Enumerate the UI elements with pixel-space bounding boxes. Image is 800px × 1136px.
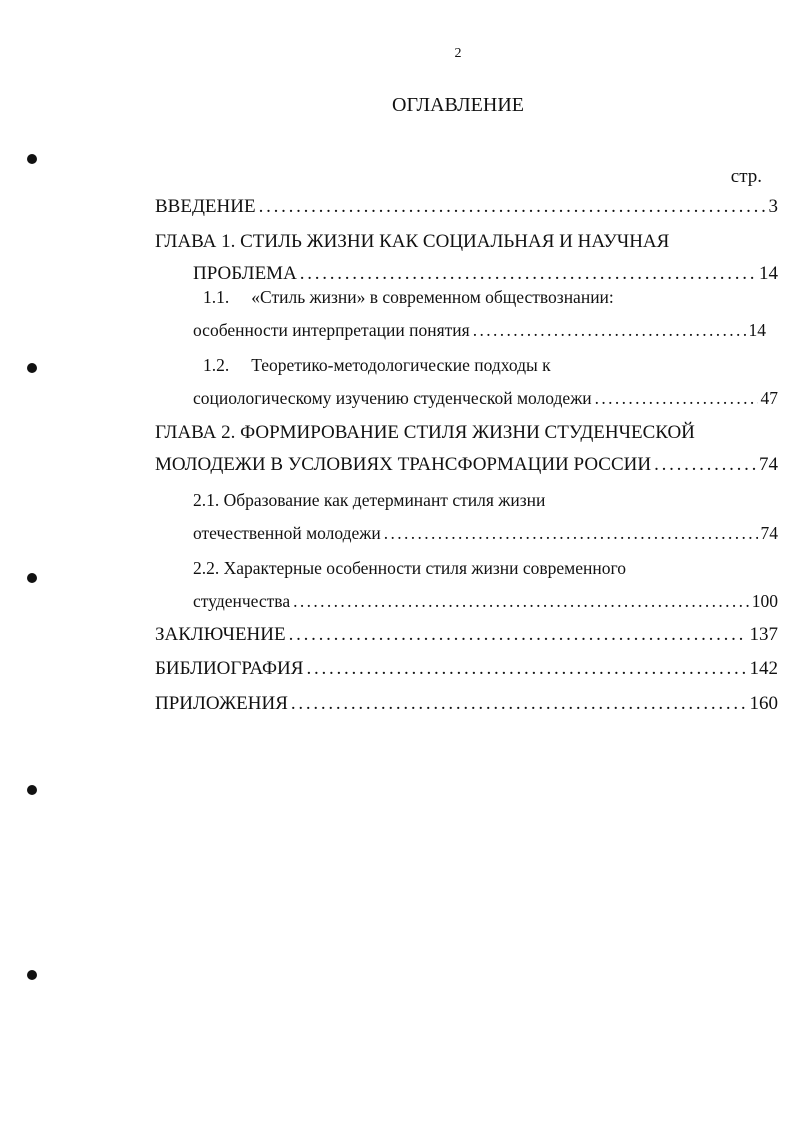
toc-entry-page: 160: [749, 693, 778, 714]
toc-entry-text: ПРОБЛЕМА: [193, 263, 297, 284]
dot-leader: [595, 388, 758, 409]
dot-leader: [384, 523, 758, 544]
dot-leader: [259, 196, 766, 218]
toc-entry-text: ГЛАВА 1. СТИЛЬ ЖИЗНИ КАК СОЦИАЛЬНАЯ И НАУЧНАЯ: [155, 231, 670, 252]
toc-entry: [193, 523, 778, 547]
toc-entry-number: 1.2.: [203, 355, 230, 375]
toc-entry-text: ЗАКЛЮЧЕНИЕ: [155, 624, 286, 645]
dot-leader: [289, 624, 747, 646]
toc-entry-page: 74: [759, 454, 778, 475]
toc-entry-text: социологическому изучению студенческой молодежи: [193, 388, 592, 408]
toc-entry-text: МОЛОДЕЖИ В УСЛОВИЯХ ТРАНСФОРМАЦИИ РОССИИ: [155, 454, 652, 475]
toc-entry-text: отечественной молодежи: [193, 523, 381, 543]
toc-entry: [155, 658, 778, 682]
toc-entry-text: студенчества: [193, 591, 291, 611]
punch-hole-mark: [27, 573, 37, 583]
toc-entry-number: 1.1.: [203, 287, 230, 307]
toc-entry: [193, 490, 778, 514]
dot-leader: [291, 693, 747, 715]
toc-entry: [155, 196, 778, 220]
page-title: ОГЛАВЛЕНИЕ: [392, 94, 524, 116]
toc-entry: [155, 422, 778, 446]
toc-entry-text: Теоретико-методологические подходы к: [251, 355, 551, 375]
toc-entry-text: «Стиль жизни» в современном обществознании:: [251, 287, 614, 307]
toc-entry: [193, 558, 778, 582]
toc-entry-page: 142: [749, 658, 778, 679]
toc-entry: [193, 263, 778, 287]
toc-entry-page: 3: [768, 196, 778, 217]
toc-entry: [155, 454, 778, 478]
toc-entry-page: 74: [760, 523, 778, 543]
punch-hole-mark: [27, 970, 37, 980]
toc-entry-text: ПРИЛОЖЕНИЯ: [155, 693, 288, 714]
dot-leader: [300, 263, 756, 285]
page-number: 2: [454, 46, 462, 61]
toc-entry-page: 137: [749, 624, 778, 645]
toc-entry: [203, 287, 778, 311]
toc-entry: [193, 320, 766, 344]
toc-entry-page: 100: [751, 591, 778, 611]
toc-entry: [193, 388, 778, 412]
toc-entry-page: 14: [759, 263, 778, 284]
toc-entry: [203, 355, 778, 379]
toc-entry: [155, 624, 778, 648]
punch-hole-mark: [27, 785, 37, 795]
toc-entry-text: ГЛАВА 2. ФОРМИРОВАНИЕ СТИЛЯ ЖИЗНИ СТУДЕНЧЕСКОЙ: [155, 422, 695, 443]
toc-entry-text: 2.1. Образование как детерминант стиля жизни: [193, 490, 546, 510]
toc-entry: [193, 591, 778, 615]
toc-entry-text: ВВЕДЕНИЕ: [155, 196, 256, 217]
toc-entry: [155, 231, 778, 255]
dot-leader: [306, 658, 746, 680]
dot-leader: [473, 320, 746, 341]
toc-entry-text: 2.2. Характерные особенности стиля жизни современного: [193, 558, 626, 578]
dot-leader: [293, 591, 749, 612]
punch-hole-mark: [27, 154, 37, 164]
toc-entry-text: БИБЛИОГРАФИЯ: [155, 658, 304, 679]
toc-entry-page: 14: [748, 320, 766, 340]
punch-hole-mark: [27, 363, 37, 373]
page-column-label: стр.: [730, 166, 762, 187]
toc-entry: [155, 693, 778, 717]
toc-entry-text: особенности интерпретации понятия: [193, 320, 470, 340]
toc-entry-page: 47: [760, 388, 778, 408]
dot-leader: [654, 454, 756, 476]
